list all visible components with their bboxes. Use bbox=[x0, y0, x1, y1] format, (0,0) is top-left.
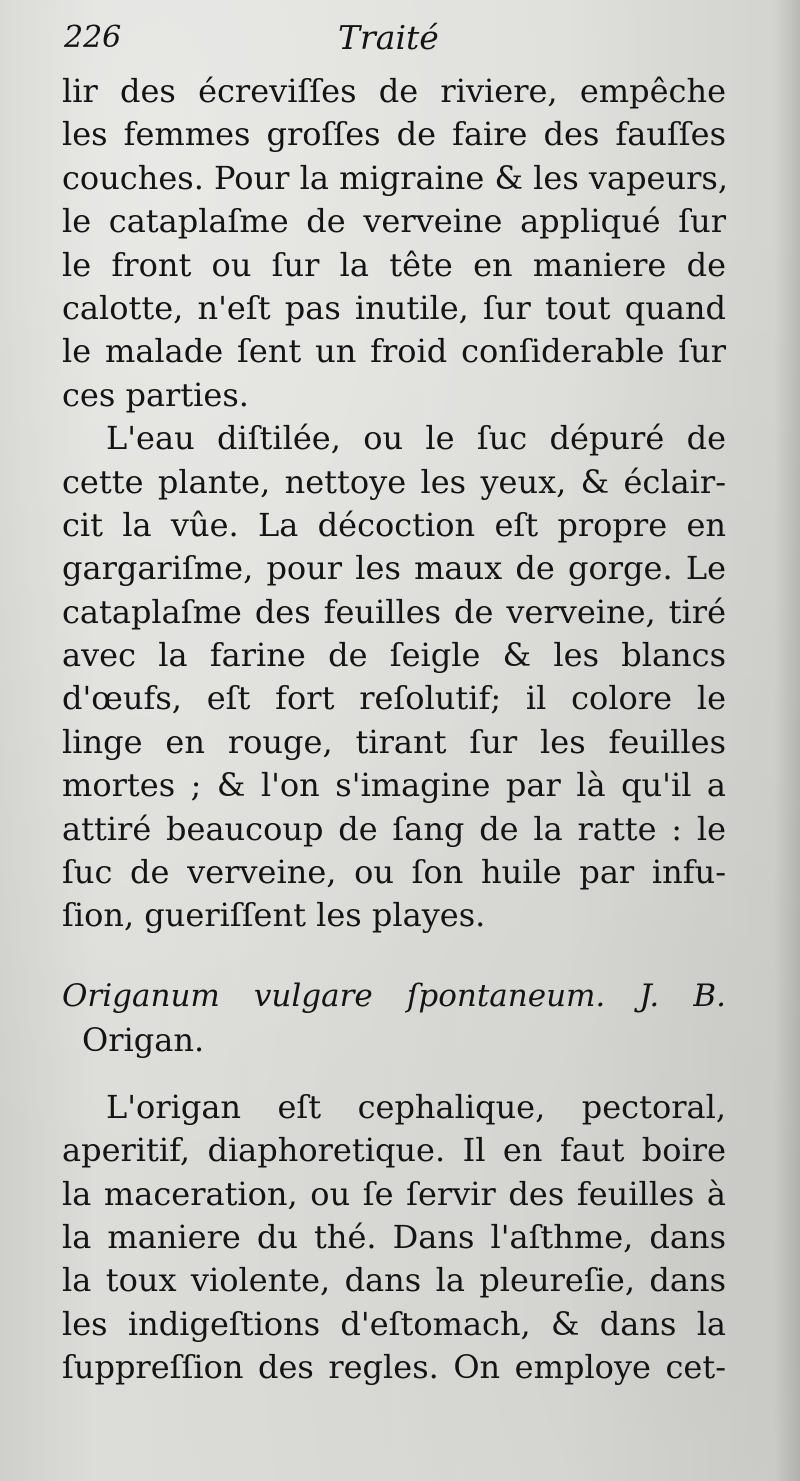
text-line: ſuc de verveine, ou ſon huile par infu- bbox=[62, 853, 726, 892]
text-line: cataplaſme des feuilles de verveine, tiré bbox=[62, 592, 726, 631]
latin-name: Origanum vulgare ſpontaneum. J. B. bbox=[62, 977, 726, 1014]
text-line: la maceration, ou ſe ſervir des feuilles à bbox=[62, 1174, 726, 1213]
paragraph-origan bbox=[62, 1086, 726, 1390]
page-edge-shadow bbox=[774, 0, 800, 1481]
text-line: couches. Pour la migraine & les vapeurs, bbox=[62, 158, 728, 197]
text-line: mortes ; & l'on s'imagine par là qu'il a bbox=[62, 766, 726, 805]
text-line: d'œufs, eſt fort reſolutif; il colore le bbox=[62, 679, 726, 718]
running-head: Traité bbox=[338, 18, 439, 57]
section-spacer bbox=[62, 938, 726, 974]
text-line: les femmes groſſes de faire des fauſſes bbox=[62, 115, 726, 154]
text-line: le malade ſent un froid conſiderable ſur bbox=[62, 332, 726, 371]
text-line: lir des écreviſſes de riviere, empêche bbox=[62, 72, 726, 110]
entry-heading bbox=[62, 974, 726, 1062]
text-line: aperitif, diaphoretique. Il en faut boire bbox=[62, 1131, 726, 1170]
paragraph-eau-distilee bbox=[62, 417, 726, 938]
text-line: calotte, n'eſt pas inutile, ſur tout quand bbox=[62, 288, 726, 327]
french-name: Origan. bbox=[82, 1020, 205, 1059]
paragraph-verveine-continued bbox=[62, 70, 726, 417]
text-line: les indigeſtions d'eſtomach, & dans la bbox=[62, 1304, 726, 1343]
body-text bbox=[62, 70, 726, 1390]
text-line: cit la vûe. La décoction eſt propre en bbox=[62, 505, 726, 544]
text-line: linge en rouge, tirant ſur les feuilles bbox=[62, 722, 726, 761]
text-line: attiré beaucoup de ſang de la ratte : le bbox=[62, 809, 726, 848]
text-line: L'eau diſtilée, ou le ſuc dépuré de bbox=[106, 419, 726, 458]
text-line: le cataplaſme de verveine appliqué ſur bbox=[62, 202, 726, 241]
text-line: le front ou ſur la tête en maniere de bbox=[62, 245, 726, 284]
page-number: 226 bbox=[64, 20, 122, 55]
text-line: ſuppreſſion des regles. On employe cet- bbox=[62, 1348, 726, 1387]
page-header bbox=[64, 14, 744, 62]
section-spacer bbox=[62, 1062, 726, 1086]
text-line: la toux violente, dans la pleureſie, dans bbox=[62, 1261, 726, 1300]
text-line: L'origan eſt cephalique, pectoral, bbox=[106, 1087, 726, 1126]
text-line: la maniere du thé. Dans l'aſthme, dans bbox=[62, 1217, 726, 1256]
text-line: cette plante, nettoye les yeux, & éclair- bbox=[62, 462, 726, 501]
text-line: ſion, gueriſſent les playes. bbox=[62, 896, 486, 935]
text-line: gargariſme, pour les maux de gorge. Le bbox=[62, 549, 726, 588]
text-line: avec la farine de ſeigle & les blancs bbox=[62, 636, 726, 675]
text-line: ces parties. bbox=[62, 375, 249, 414]
